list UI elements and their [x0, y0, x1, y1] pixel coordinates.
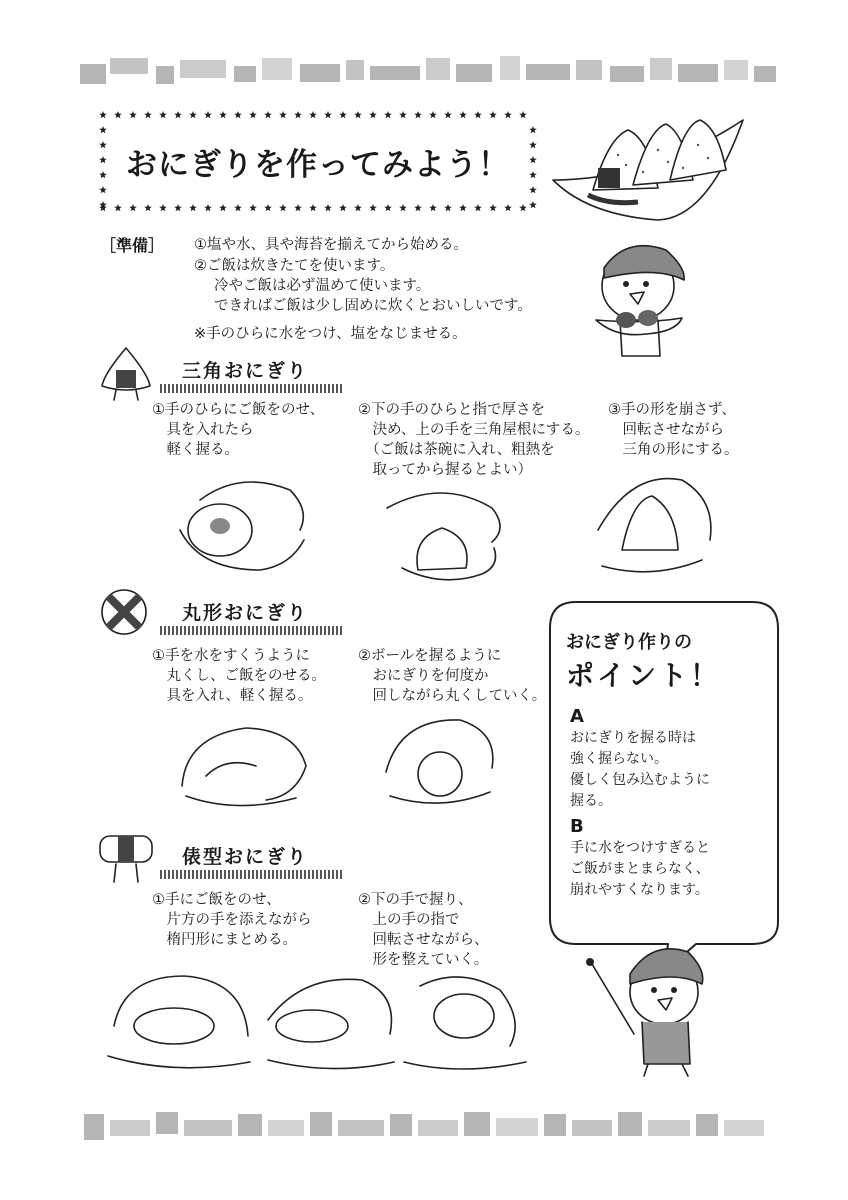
triangle-onigiri-icon	[98, 344, 154, 404]
hands-shaping-illustration	[104, 966, 254, 1076]
hands-shaping-illustration	[382, 478, 512, 588]
step-text: ②下の手で握り、 上の手の指で 回転させながら、 形を整えていく。	[358, 892, 489, 968]
onigiri-plate-illustration	[548, 110, 748, 230]
section-rule	[160, 626, 342, 635]
prep-label: ［準備］	[100, 236, 165, 255]
step-text: ②ボールを握るように おにぎりを何度か 回しながら丸くしていく。	[358, 648, 547, 704]
hands-shaping-illustration	[176, 716, 316, 816]
round-onigiri-icon	[96, 584, 152, 640]
section-rule	[160, 384, 342, 393]
section-title-cylinder: 俵型おにぎり	[182, 846, 309, 868]
page-title: おにぎりを作ってみよう！	[126, 147, 510, 183]
prep-line: ②ご飯は炊きたてを使います。	[194, 258, 395, 274]
hands-shaping-illustration	[380, 712, 510, 812]
step-text: ③手の形を崩さず、 回転させながら 三角の形にする。	[608, 402, 739, 458]
hands-shaping-illustration	[262, 970, 402, 1076]
top-decorative-border	[70, 52, 780, 92]
step-text: ①手にご飯をのせ、 片方の手を添えながら 楕円形にまとめる。	[152, 892, 312, 948]
prep-line: できればご飯は少し固めに炊くとおいしいです。	[214, 298, 532, 314]
hands-shaping-illustration	[592, 470, 722, 580]
section-title-triangle: 三角おにぎり	[182, 360, 309, 382]
section-rule	[160, 870, 342, 879]
chick-chef-illustration	[586, 228, 696, 368]
prep-line: ①塩や水、具や海苔を揃えてから始める。	[194, 237, 468, 253]
hands-shaping-illustration	[400, 966, 530, 1076]
step-text: ①手を水をすくうように 丸くし、ご飯をのせる。 具を入れ、軽く握る。	[152, 648, 326, 704]
step-text: ②下の手のひらと指で厚さを 決め、上の手を三角屋根にする。 （ご飯は茶碗に入れ、粗熱を 取ってから握るとよい）	[358, 402, 590, 478]
step-text: ①手のひらにご飯をのせ、 具を入れたら 軽く握る。	[152, 402, 325, 458]
point-text-b: 手に水をつけすぎると ご飯がまとまらなく、 崩れやすくなります。	[570, 840, 710, 898]
title-box	[98, 110, 538, 213]
cylinder-onigiri-icon	[96, 830, 156, 888]
point-letter-a: A	[570, 706, 584, 727]
points-title-line1: おにぎり作りの	[566, 632, 692, 653]
section-title-round: 丸形おにぎり	[182, 602, 309, 624]
bottom-decorative-border	[70, 1106, 780, 1146]
points-title-line2: ポイント！	[566, 659, 722, 692]
prep-note: ※手のひらに水をつけ、塩をなじませる。	[194, 326, 467, 342]
chick-pointer-illustration	[578, 930, 718, 1080]
prep-line: 冷やご飯は必ず温めて使います。	[214, 278, 431, 294]
point-text-a: おにぎりを握る時は 強く握らない。 優しく包み込むように 握る。	[570, 730, 710, 809]
hands-shaping-illustration	[170, 470, 310, 580]
point-letter-b: B	[570, 816, 584, 837]
